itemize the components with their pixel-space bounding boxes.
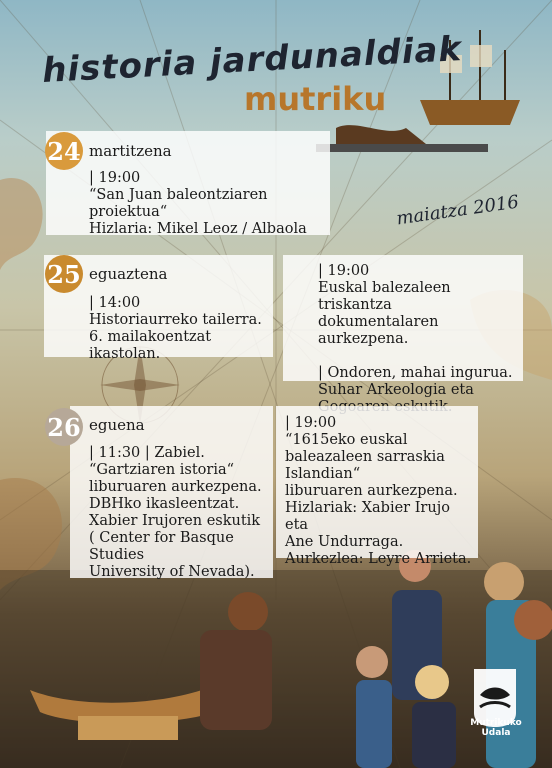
event-line: Hizlaria: Mikel Leoz / Albaola <box>89 221 307 237</box>
event-line: | 11:30 | Zabiel. <box>89 445 205 461</box>
event-line: | 19:00 <box>318 263 370 279</box>
day-24-badge: 24 <box>45 132 83 170</box>
event-line: Ane Undurraga. <box>285 534 404 550</box>
day-25-name: eguaztena <box>89 265 168 283</box>
event-line: | 14:00 <box>89 295 141 311</box>
event-line: | 19:00 <box>89 170 141 186</box>
event-line: Historiaurreko tailerra. <box>89 312 262 328</box>
event-title: historia jardunaldiak <box>41 29 463 91</box>
event-line: 6. mailakoentzat ikastolan. <box>89 329 212 362</box>
event-line: | Ondoren, mahai ingurua. <box>318 365 513 381</box>
event-line: dokumentalaren aurkezpena. <box>318 314 439 347</box>
logo-line-2: Udala <box>481 728 511 738</box>
logo-line-1: Mutrikuko <box>470 718 522 728</box>
event-line: liburuaren aurkezpena. <box>285 483 458 499</box>
event-line: Suhar Arkeologia eta <box>318 382 474 398</box>
day-24-event-1 <box>89 170 329 238</box>
event-line: “San Juan baleontziaren proiektua“ <box>89 187 268 220</box>
event-line: “Gartziaren istoria“ <box>89 462 235 478</box>
event-line: Hizlariak: Xabier Irujo eta <box>285 500 450 533</box>
event-subtitle: mutriku <box>244 80 387 118</box>
event-line: “1615eko euskal <box>285 432 408 448</box>
event-line: University of Nevada). <box>89 564 255 580</box>
logo-label <box>462 718 530 738</box>
event-line: Aurkezlea: Leyre Arrieta. <box>285 551 472 567</box>
day-26-event-1 <box>89 445 273 581</box>
event-line: baleazaleen sarraskia <box>285 449 445 465</box>
event-line: Islandian“ <box>285 466 361 482</box>
event-line: DBHko ikasleentzat. <box>89 496 240 512</box>
day-25-event-2 <box>318 263 522 416</box>
day-25-event-1 <box>89 295 273 363</box>
day-25-badge: 25 <box>45 255 83 293</box>
event-line: Euskal balezaleen triskantza <box>318 280 451 313</box>
event-line: Xabier Irujoren eskutik <box>89 513 261 529</box>
event-line: ( Center for Basque Studies <box>89 530 234 563</box>
event-line: liburuaren aurkezpena. <box>89 479 262 495</box>
day-26-event-2 <box>285 415 477 568</box>
day-26-badge: 26 <box>45 408 83 446</box>
event-line: | 19:00 <box>285 415 337 431</box>
event-date: maiatza 2016 <box>395 191 521 230</box>
event-line <box>318 348 522 365</box>
day-26-name: eguena <box>89 416 145 434</box>
day-24-name: martitzena <box>89 142 172 160</box>
